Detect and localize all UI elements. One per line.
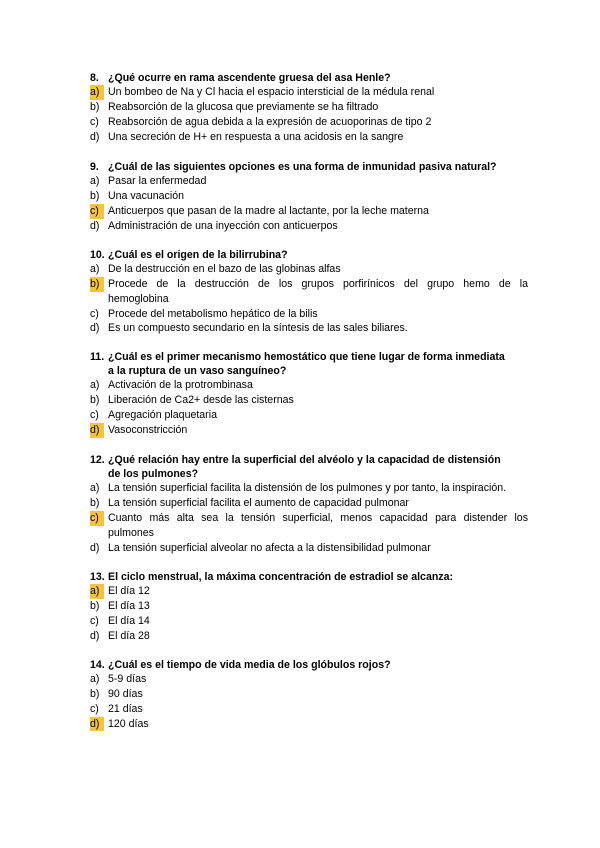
answer-option <box>90 408 528 423</box>
answer-text: El día 13 <box>108 600 150 612</box>
answer-option <box>90 307 528 322</box>
question-number: 11. <box>90 351 105 363</box>
question-text: ¿Cuál es el tiempo de vida media de los glóbulos rojos? <box>108 659 391 671</box>
question-text: ¿Qué relación hay entre la superficial del alvéolo y la capacidad de distensión <box>108 454 501 466</box>
answer-text: De la destrucción en el bazo de las globinas alfas <box>108 263 341 276</box>
answer-option <box>90 262 528 277</box>
answer-letter: b) <box>90 101 100 113</box>
answer-text: Un bombeo de Na y Cl hacia el espacio intersticial de la médula renal <box>108 86 435 99</box>
answer-option <box>90 130 528 145</box>
question-3 <box>90 248 528 336</box>
question-1 <box>90 71 528 144</box>
answer-letter: c) <box>90 307 99 320</box>
question-4 <box>90 350 528 438</box>
answer-option <box>90 277 528 292</box>
answer-text: Cuanto más alta sea la tensión superficial, menos capacidad para distender los <box>108 512 528 524</box>
answer-letter: a) <box>90 263 100 276</box>
answer-text: Procede del metabolismo hepático de la bilis <box>108 307 318 320</box>
question-heading <box>90 248 528 262</box>
answer-letter: c) <box>90 115 99 128</box>
answer-option <box>90 219 528 234</box>
answer-letter: b) <box>90 600 100 612</box>
answer-option <box>90 378 528 393</box>
answer-letter: d) <box>90 130 100 143</box>
question-heading <box>90 160 528 174</box>
highlighted-answer-letter: d) <box>90 717 104 732</box>
answer-text: El día 28 <box>108 629 150 642</box>
answer-text: 21 días <box>108 702 143 715</box>
answer-letter: a) <box>90 379 100 392</box>
answer-option <box>90 541 528 556</box>
highlighted-answer-letter: a) <box>90 85 104 100</box>
answer-text: Agregación plaquetaria <box>108 409 217 421</box>
question-text: El ciclo menstrual, la máxima concentración de estradiol se alcanza: <box>108 571 454 583</box>
answer-text-continued: pulmones <box>108 526 154 539</box>
answer-text: Procede de la destrucción de los grupos porfirínicos del grupo hemo de la <box>108 278 528 290</box>
question-heading <box>90 453 528 467</box>
answer-letter: b) <box>90 497 100 510</box>
question-text: ¿Cuál es el primer mecanismo hemostático que tiene lugar de forma inmediata <box>108 351 505 363</box>
question-text: ¿Cuál de las siguientes opciones es una forma de inmunidad pasiva natural? <box>108 161 497 173</box>
answer-letter: a) <box>90 673 100 686</box>
answer-option <box>90 100 528 115</box>
answer-text: Administración de una inyección con anticuerpos <box>108 219 338 232</box>
highlighted-answer-letter: b) <box>90 277 104 292</box>
answer-text: 5-9 días <box>108 673 147 686</box>
answer-text: Es un compuesto secundario en la síntesis de las sales biliares. <box>108 322 408 335</box>
answer-option <box>90 599 528 614</box>
question-heading <box>90 350 528 364</box>
question-number: 14. <box>90 659 105 671</box>
answer-option <box>90 393 528 408</box>
answer-option <box>90 115 528 130</box>
highlighted-answer-letter: c) <box>90 511 104 526</box>
answer-text: Pasar la enfermedad <box>108 175 207 188</box>
answer-option <box>90 481 528 496</box>
answer-option <box>90 584 528 599</box>
answer-option <box>90 423 528 438</box>
answer-text: Reabsorción de la glucosa que previamente se ha filtrado <box>108 101 379 113</box>
answer-letter: c) <box>90 702 99 715</box>
answer-option <box>90 496 528 511</box>
answer-option <box>90 672 528 687</box>
answer-option <box>90 321 528 336</box>
question-heading <box>90 658 528 672</box>
question-text: ¿Cuál es el origen de la bilirrubina? <box>108 249 288 261</box>
answer-letter: b) <box>90 190 100 202</box>
answer-text: La tensión superficial alveolar no afecta a la distensibilidad pulmonar <box>108 541 431 554</box>
answer-text: Una secreción de H+ en respuesta a una acidosis en la sangre <box>108 130 404 143</box>
answer-text-continued: hemoglobina <box>108 292 169 305</box>
answer-text: El día 12 <box>108 585 150 598</box>
answer-text: El día 14 <box>108 614 150 627</box>
answer-text: La tensión superficial facilita la distensión de los pulmones y por tanto, la inspiración. <box>108 482 507 495</box>
highlighted-answer-letter: d) <box>90 423 104 438</box>
answer-text: Liberación de Ca2+ desde las cisternas <box>108 394 294 407</box>
answer-option <box>90 174 528 189</box>
answer-letter: c) <box>90 409 99 421</box>
answer-text: Una vacunación <box>108 190 184 202</box>
answer-option <box>90 702 528 717</box>
question-number: 12. <box>90 454 105 466</box>
answer-text: Anticuerpos que pasan de la madre al lactante, por la leche materna <box>108 204 429 217</box>
answer-text: Reabsorción de agua debida a la expresión de acuoporinas de tipo 2 <box>108 115 432 128</box>
question-text: ¿Qué ocurre en rama ascendente gruesa del asa Henle? <box>108 72 391 84</box>
question-6 <box>90 570 528 643</box>
answer-letter: d) <box>90 322 100 335</box>
answer-text: La tensión superficial facilita el aumento de capacidad pulmonar <box>108 497 409 510</box>
answer-text: Activación de la protrombinasa <box>108 379 253 392</box>
answer-letter: a) <box>90 175 100 188</box>
answer-letter: b) <box>90 688 100 700</box>
question-2 <box>90 160 528 233</box>
answer-option <box>90 614 528 629</box>
question-number: 9. <box>90 161 99 173</box>
question-heading <box>90 570 528 584</box>
answer-letter: a) <box>90 482 100 495</box>
question-number: 10. <box>90 249 105 261</box>
answer-letter: c) <box>90 614 99 627</box>
question-5 <box>90 453 528 555</box>
answer-letter: d) <box>90 629 100 642</box>
answer-option <box>90 85 528 100</box>
answer-option <box>90 511 528 526</box>
answer-option <box>90 717 528 732</box>
question-7 <box>90 658 528 731</box>
answer-text: Vasoconstricción <box>108 423 188 436</box>
answer-text: 120 días <box>108 717 149 730</box>
question-number: 13. <box>90 571 105 583</box>
answer-letter: d) <box>90 219 100 232</box>
answer-option <box>90 204 528 219</box>
answer-option <box>90 189 528 204</box>
answer-text: 90 días <box>108 688 143 700</box>
answer-letter: b) <box>90 394 100 407</box>
answer-letter: d) <box>90 541 100 554</box>
answer-option <box>90 629 528 644</box>
question-number: 8. <box>90 72 99 84</box>
answer-option <box>90 687 528 702</box>
question-heading <box>90 71 528 85</box>
highlighted-answer-letter: c) <box>90 204 104 219</box>
highlighted-answer-letter: a) <box>90 584 104 599</box>
question-text-continued: de los pulmones? <box>108 468 199 481</box>
question-text-continued: a la ruptura de un vaso sanguíneo? <box>108 365 287 378</box>
